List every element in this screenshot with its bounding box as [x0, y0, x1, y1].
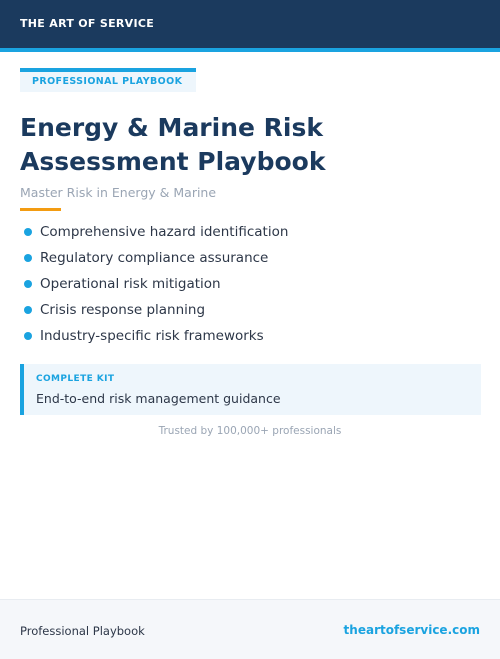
playbook-badge	[20, 68, 196, 92]
trust-statement: Trusted by 100,000+ professionals	[158, 425, 342, 437]
feature-item	[20, 248, 288, 274]
feature-text: Crisis response planning	[40, 302, 206, 318]
footer-website-link[interactable]: theartofservice.com	[343, 623, 480, 637]
kit-label: COMPLETE KIT	[36, 374, 115, 384]
bullet-dot-icon	[24, 332, 32, 340]
page-title: Energy & Marine Risk Assessment Playbook	[20, 113, 326, 176]
footer-label: Professional Playbook	[20, 624, 145, 638]
bullet-dot-icon	[24, 280, 32, 288]
bullet-dot-icon	[24, 254, 32, 262]
feature-item	[20, 274, 288, 300]
feature-text: Operational risk mitigation	[40, 276, 221, 292]
bullet-dot-icon	[24, 306, 32, 314]
feature-list	[20, 222, 288, 352]
brand-name: THE ART OF SERVICE	[20, 17, 155, 30]
kit-description: End-to-end risk management guidance	[36, 391, 281, 406]
complete-kit-callout	[20, 364, 481, 415]
title-divider	[20, 208, 61, 211]
page-subtitle: Master Risk in Energy & Marine	[20, 185, 217, 200]
feature-text: Industry-specific risk frameworks	[40, 328, 264, 344]
bullet-dot-icon	[24, 228, 32, 236]
feature-text: Comprehensive hazard identification	[40, 224, 289, 240]
feature-item	[20, 300, 288, 326]
feature-item	[20, 326, 288, 352]
footer-bar	[0, 599, 500, 659]
feature-item	[20, 222, 288, 248]
badge-label: PROFESSIONAL PLAYBOOK	[32, 76, 183, 87]
feature-text: Regulatory compliance assurance	[40, 250, 269, 266]
header-bar	[0, 0, 500, 48]
header-accent-stripe	[0, 48, 500, 52]
